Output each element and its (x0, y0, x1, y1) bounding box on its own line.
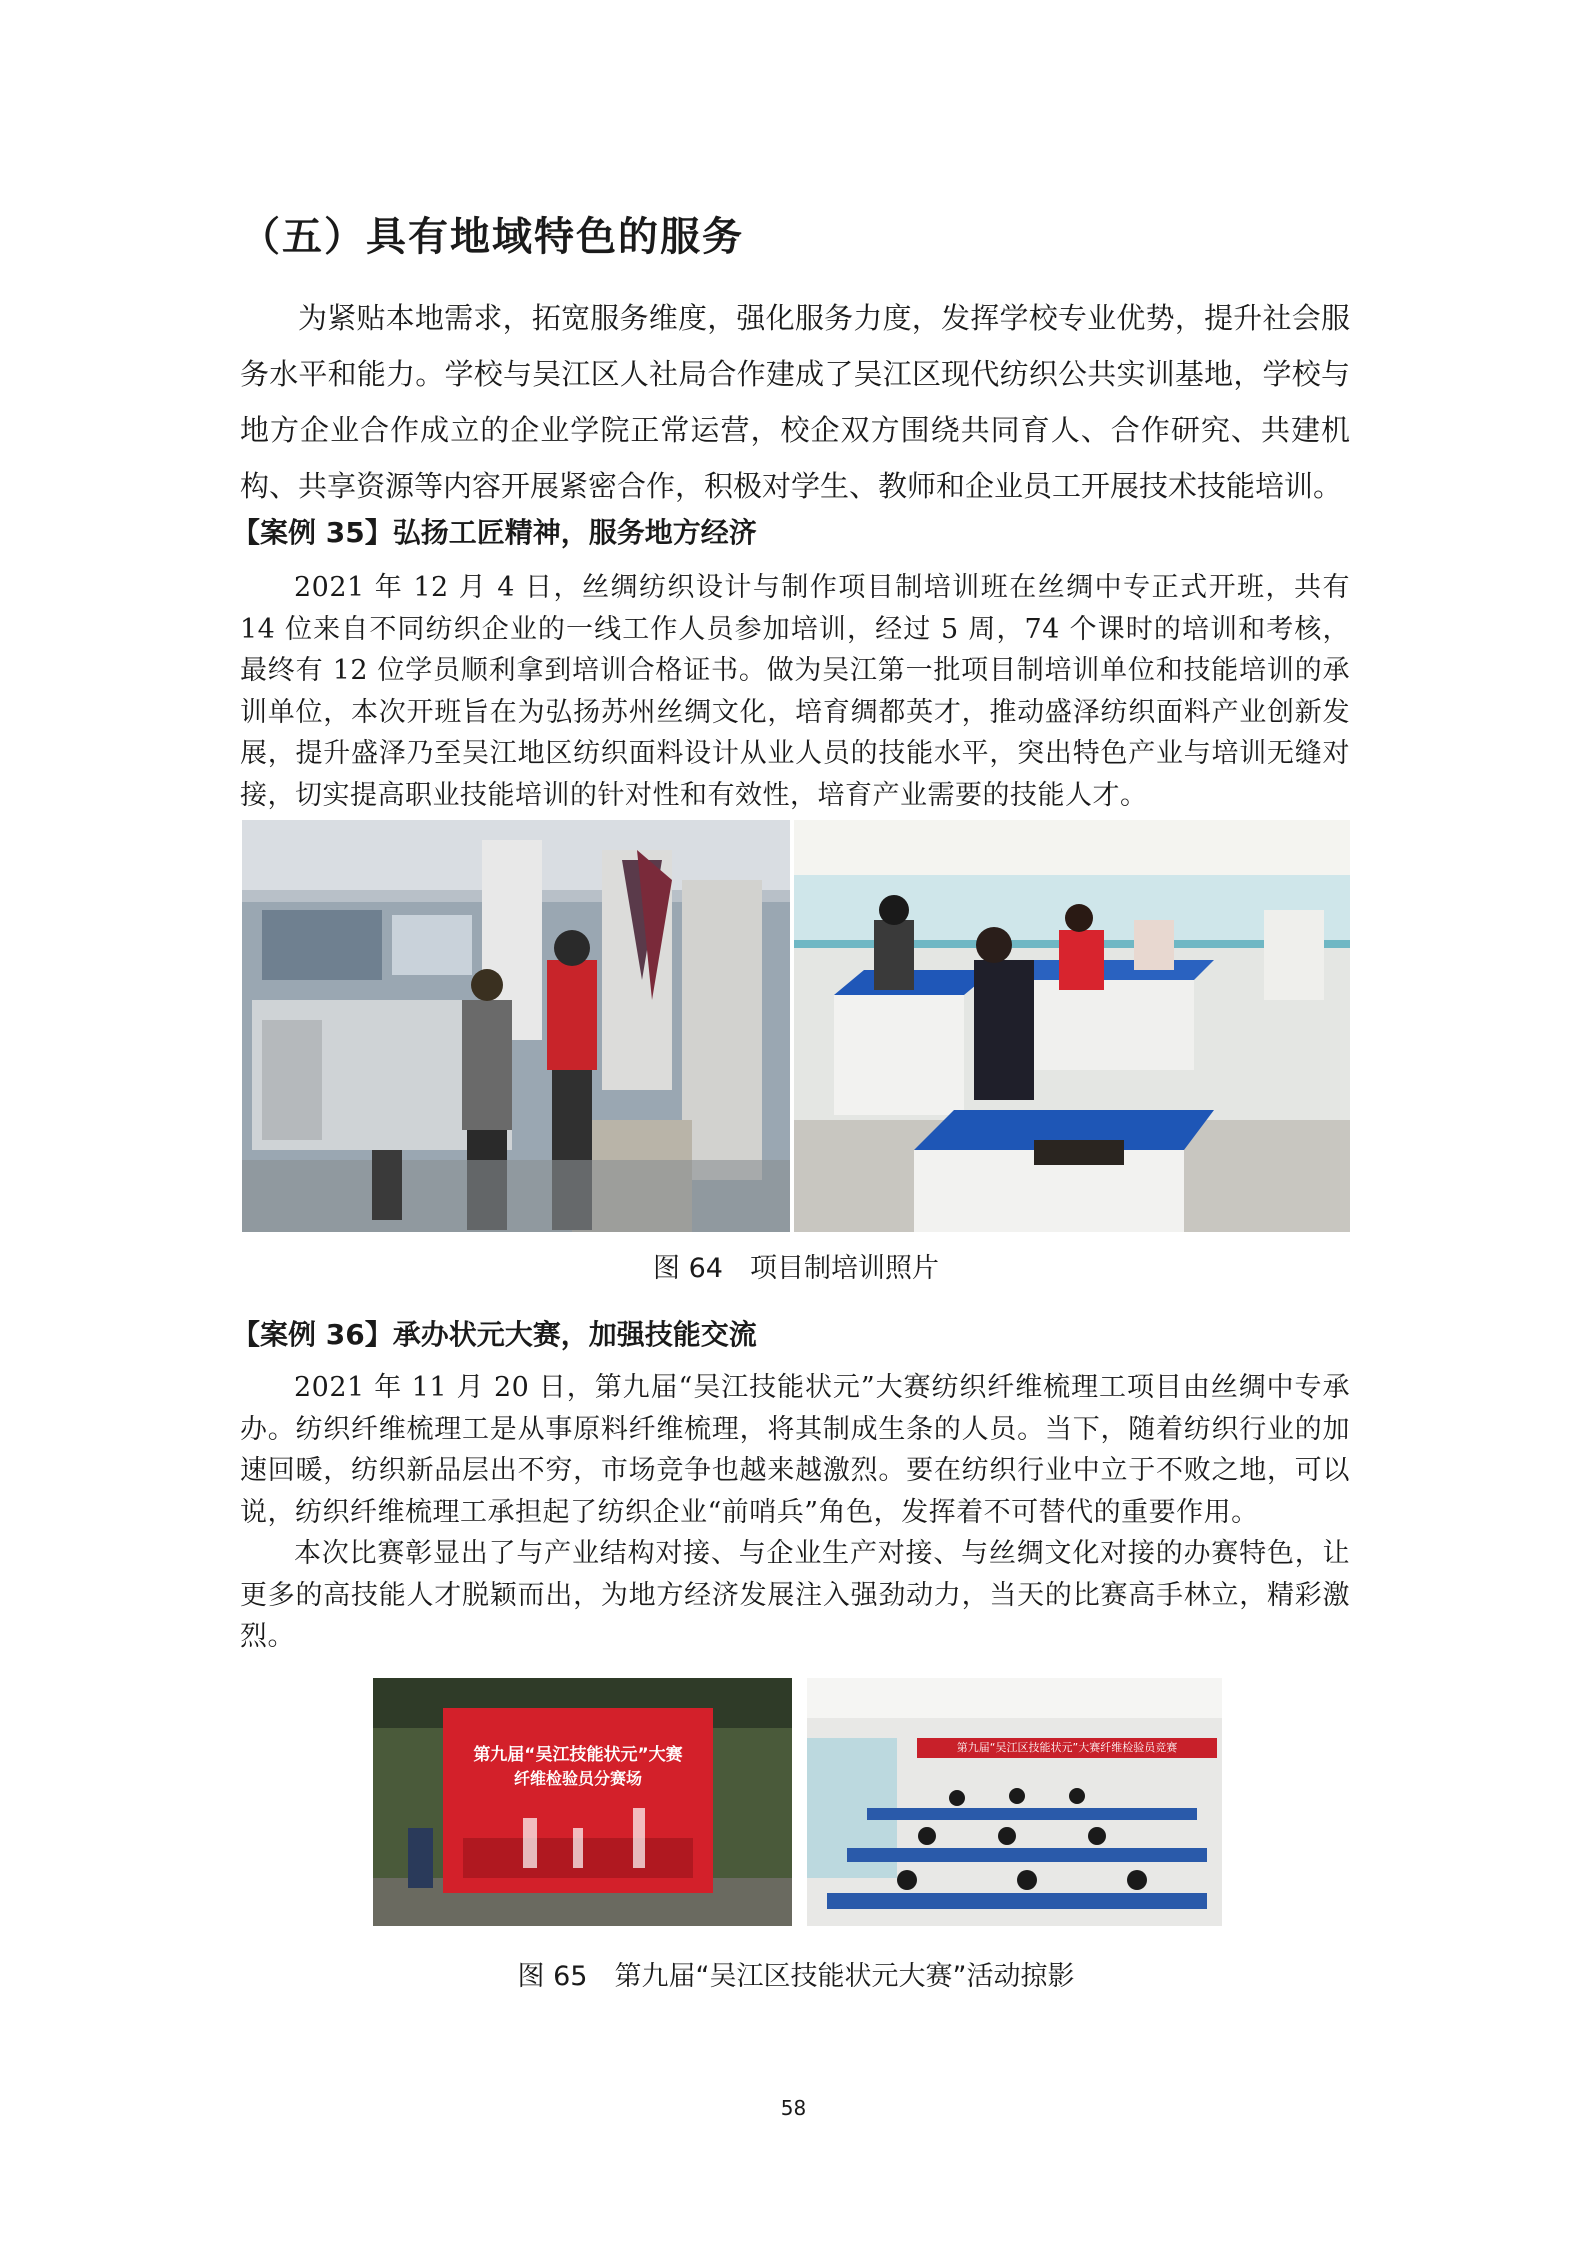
case-35-title: 【案例 35】弘扬工匠精神，服务地方经济 (232, 516, 757, 549)
figure-65-caption: 图 65 第九届“吴江区技能状元大赛”活动掠影 (517, 1961, 1075, 1992)
section-title: （五）具有地域特色的服务 (240, 213, 744, 260)
case-36-title: 【案例 36】承办状元大赛，加强技能交流 (232, 1318, 757, 1351)
room-banner-text: 第九届“吴江区技能状元”大赛纤维检验员竞赛 (956, 1741, 1178, 1754)
figure-64-caption: 图 64 项目制培训照片 (653, 1253, 939, 1284)
banner-line-2: 纤维检验员分赛场 (513, 1769, 642, 1788)
photo-competition-room (807, 1678, 1222, 1926)
intro-paragraph: 为紧贴本地需求，拓宽服务维度，强化服务力度，发挥学校专业优势，提升社会服务水平和能力。学校与吴江区人社局合作建成了吴江区现代纺织公共实训基地，学校与地方企业合作成立的企业学院正常运营，校企双方围绕共同育人、合作研究、共建机构、共享资源等内容开展紧密合作，积极对学生、教师和企业员工开展技术技能培训。 (240, 301, 1350, 503)
page-number: 58 (780, 2096, 807, 2120)
photo-competition-banner (373, 1678, 792, 1926)
photo-training-classroom (794, 820, 1350, 1232)
banner-line-1: 第九届“吴江技能状元”大赛 (473, 1745, 683, 1765)
photo-training-workshop (242, 820, 790, 1232)
case-35-body: 2021 年 12 月 4 日，丝绸纺织设计与制作项目制培训班在丝绸中专正式开班，共有 14 位来自不同纺织企业的一线工作人员参加培训，经过 5 周，74 个课时的培训和考核，最终有 12 位学员顺利拿到培训合格证书。做为吴江第一批项目制培训单位和技能培训的承训单位，本次开班旨在为弘扬苏州丝绸文化，培育绸都英才，推动盛泽纺织面料产业创新发展，提升盛泽乃至吴江地区纺织面料设计从业人员的技能水平，突出特色产业与培训无缝对接，切实提高职业技能培训的针对性和有效性，培育产业需要的技能人才。 (240, 572, 1350, 811)
case-36-body: 2021 年 11 月 20 日，第九届“吴江技能状元”大赛纺织纤维梳理工项目由丝绸中专承办。纺织纤维梳理工是从事原料纤维梳理，将其制成生条的人员。当下，随着纺织行业的加速回暖，纺织新品层出不穷，市场竞争也越来越激烈。要在纺织行业中立于不败之地，可以说，纺织纤维梳理工承担起了纺织企业“前哨兵”角色，发挥着不可替代的重要作用。 本次比赛彰显出了与产业结构对接、与企业生产对接、与丝绸文化对接的办赛特色，让更多的高技能人才脱颖而出，为地方经济发展注入强劲动力，当天的比赛高手林立，精彩激烈。 (240, 1372, 1350, 1652)
